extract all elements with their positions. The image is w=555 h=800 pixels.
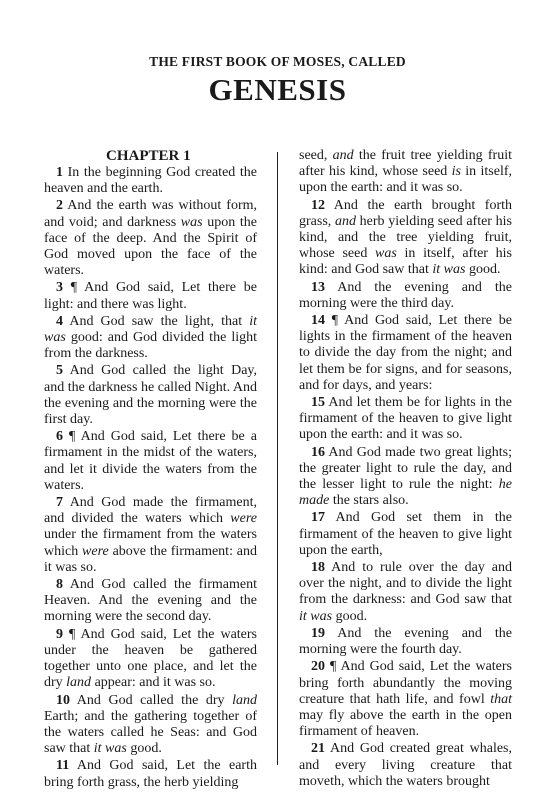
verse-19 bbox=[299, 626, 512, 658]
verse-number: 3 bbox=[56, 280, 63, 296]
verse-text: And God said, Let the earth bring forth grass, the herb yielding bbox=[44, 758, 257, 790]
verse-9 bbox=[44, 627, 257, 692]
verse-number: 5 bbox=[56, 363, 63, 379]
verse-text: And the earth was without form, and void; and darkness was upon the face of the deep. And the Spirit of God moved upon the face of the waters. bbox=[44, 198, 257, 279]
verse-text: In the beginning God created the heaven and the earth. bbox=[44, 165, 257, 197]
verse-number: 7 bbox=[56, 495, 63, 511]
verse-number: 11 bbox=[56, 758, 70, 774]
verse-text: And God called the light Day, and the darkness he called Night. And the evening and the morning were the first day. bbox=[44, 363, 257, 428]
verse-21 bbox=[299, 741, 512, 790]
verse-14 bbox=[299, 313, 512, 394]
verse-text: ¶ And God said, Let there be light: and there was light. bbox=[44, 280, 257, 312]
verse-number: 14 bbox=[311, 313, 325, 329]
verse-15 bbox=[299, 395, 512, 444]
verse-8 bbox=[44, 577, 257, 626]
left-column bbox=[44, 148, 257, 792]
verse-number: 21 bbox=[311, 741, 325, 757]
verse-continuation bbox=[299, 148, 512, 197]
verse-number: 10 bbox=[56, 692, 70, 708]
verse-20 bbox=[299, 659, 512, 740]
verse-text: And let them be for lights in the firmament of the heaven to give light upon the earth: and it was so. bbox=[299, 395, 512, 443]
right-column bbox=[299, 148, 512, 791]
verse-text: And the earth brought forth grass, and herb yielding seed after his kind, and the tree yielding fruit, whose seed was in itself, after his kind: and God saw that it was good. bbox=[299, 197, 512, 278]
verse-number: 9 bbox=[56, 626, 63, 642]
verse-4 bbox=[44, 314, 257, 363]
verse-number: 16 bbox=[311, 444, 325, 460]
verse-12 bbox=[299, 198, 512, 279]
verse-17 bbox=[299, 510, 512, 559]
verse-continuation-text: seed, and the fruit tree yielding fruit after his kind, whose seed is in itself, upon the earth: and it was so. bbox=[299, 148, 512, 196]
verse-1 bbox=[44, 165, 257, 197]
verse-text: And God made the firmament, and divided the waters which were under the firmament from the waters which were above the firmament: and it was so. bbox=[44, 495, 257, 575]
verse-number: 8 bbox=[56, 577, 63, 593]
book-name: GENESIS bbox=[208, 72, 347, 107]
verse-text: And God made two great lights; the greater light to rule the day, and the lesser light to rule the night: he made the stars also. bbox=[299, 444, 512, 509]
verse-text: ¶ And God said, Let there be lights in the firmament of the heaven to divide the day from the night; and let them be for signs, and for seasons, and for days, and years: bbox=[299, 313, 512, 393]
verse-text: ¶ And God said, Let there be a firmament in the midst of the waters, and let it divide the waters from the waters. bbox=[44, 429, 257, 493]
verse-number: 20 bbox=[311, 659, 325, 675]
verse-number: 19 bbox=[311, 625, 325, 641]
verse-text: And to rule over the day and over the night, and to divide the light from the darkness: and God saw that it was good. bbox=[299, 560, 512, 624]
verse-11 bbox=[44, 758, 257, 790]
verse-18 bbox=[299, 560, 512, 625]
verse-text: And God created great whales, and every living creature that moveth, which the waters brought bbox=[299, 741, 512, 789]
verse-number: 12 bbox=[311, 197, 325, 213]
verse-6 bbox=[44, 429, 257, 494]
verse-number: 18 bbox=[311, 560, 325, 576]
book-title-line: THE FIRST BOOK OF MOSES, CALLED bbox=[149, 54, 406, 69]
verse-text: ¶ And God said, Let the waters under the heaven be gathered together unto one place, and let the dry land appear: and it was so. bbox=[44, 626, 257, 691]
verse-text: And God saw the light, that it was good: and God divided the light from the darkness. bbox=[44, 313, 257, 362]
verse-number: 2 bbox=[56, 198, 63, 214]
verse-number: 6 bbox=[56, 429, 63, 445]
verse-10 bbox=[44, 693, 257, 758]
verse-number: 4 bbox=[56, 313, 63, 329]
verse-text: And the evening and the morning were the fourth day. bbox=[299, 625, 512, 658]
verse-16 bbox=[299, 445, 512, 510]
left-verse-list bbox=[44, 165, 257, 791]
column-divider bbox=[277, 152, 278, 765]
verse-7 bbox=[44, 495, 257, 576]
verse-2 bbox=[44, 198, 257, 279]
verse-number: 15 bbox=[311, 395, 325, 411]
verse-number: 1 bbox=[56, 165, 63, 180]
verse-text: And the evening and the morning were the third day. bbox=[299, 279, 512, 311]
verse-text: And God called the dry land Earth; and the gathering together of the waters called he Seas: and God saw that it was good. bbox=[44, 692, 257, 757]
verse-text: And God set them in the firmament of the heaven to give light upon the earth, bbox=[299, 510, 512, 558]
verse-number: 17 bbox=[311, 510, 325, 526]
right-verse-list bbox=[299, 198, 512, 790]
verse-3 bbox=[44, 280, 257, 312]
verse-number: 13 bbox=[311, 279, 325, 295]
verse-text: ¶ And God said, Let the waters bring forth abundantly the moving creature that hath life, and fowl that may fly above the earth in the open firmament of heaven. bbox=[299, 659, 512, 740]
verse-5 bbox=[44, 363, 257, 428]
verse-text: And God called the firmament Heaven. And the evening and the morning were the second day. bbox=[44, 577, 257, 625]
verse-13 bbox=[299, 280, 512, 312]
chapter-heading: CHAPTER 1 bbox=[106, 148, 191, 164]
